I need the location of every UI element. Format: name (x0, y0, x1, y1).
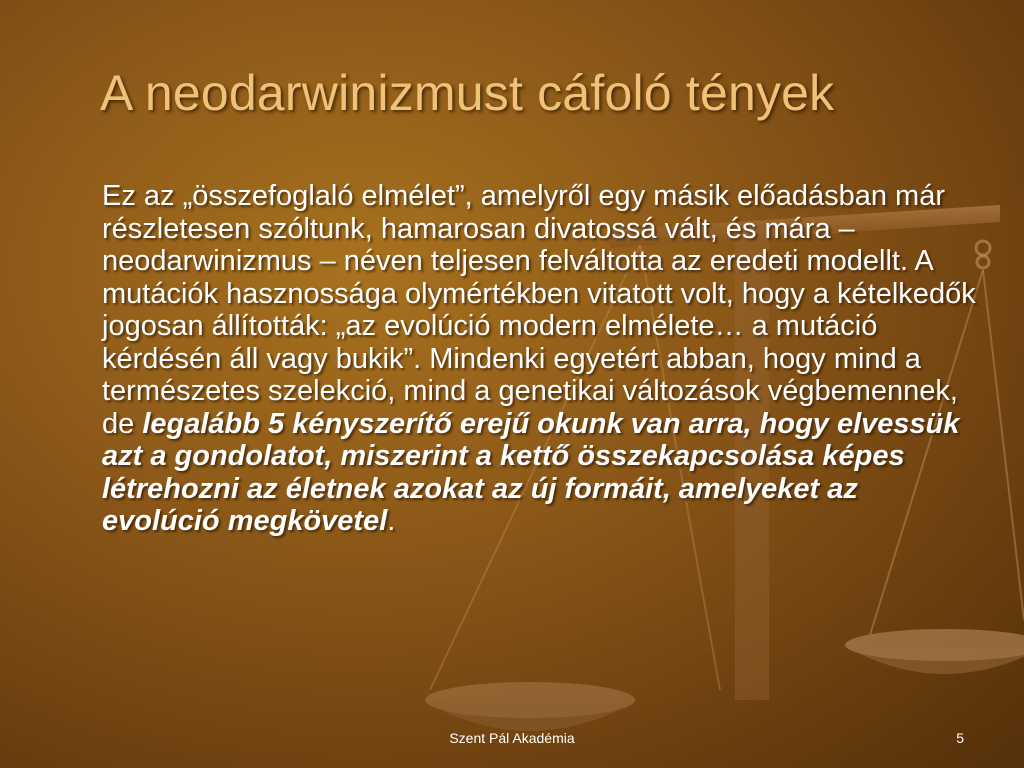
body-normal-text: Ez az „összefoglaló elmélet”, amelyről egy másik előadásban már részletesen szóltunk, hamarosan divatossá vált, és mára – neodarwinizmus – néven teljesen felváltotta az eredeti modellt. A mutációk hasznossága olymértékben vitatott volt, hogy a kételkedők jogosan állították: „az evolúció modern elmélete… a mutáció kérdésén áll vagy bukik”. Mindenki egyetért abban, hogy mind a természetes szelekció, mind a genetikai változások végbemennek, de (102, 180, 976, 440)
footer-text: Szent Pál Akadémia (449, 730, 575, 746)
slide-body-text (102, 180, 977, 538)
body-emphasis-text: legalább 5 kényszerítő erejű okunk van arra, hogy elvessük azt a gondolatot, miszerint a kettő összekapcsolása képes létrehozni az életnek azokat az új formáit, amelyeket az evolúció megkövetel (102, 407, 960, 537)
slide-title: A neodarwinizmust cáfoló tények (100, 65, 835, 121)
page-number: 5 (956, 730, 964, 746)
body-end-text: . (387, 505, 396, 537)
